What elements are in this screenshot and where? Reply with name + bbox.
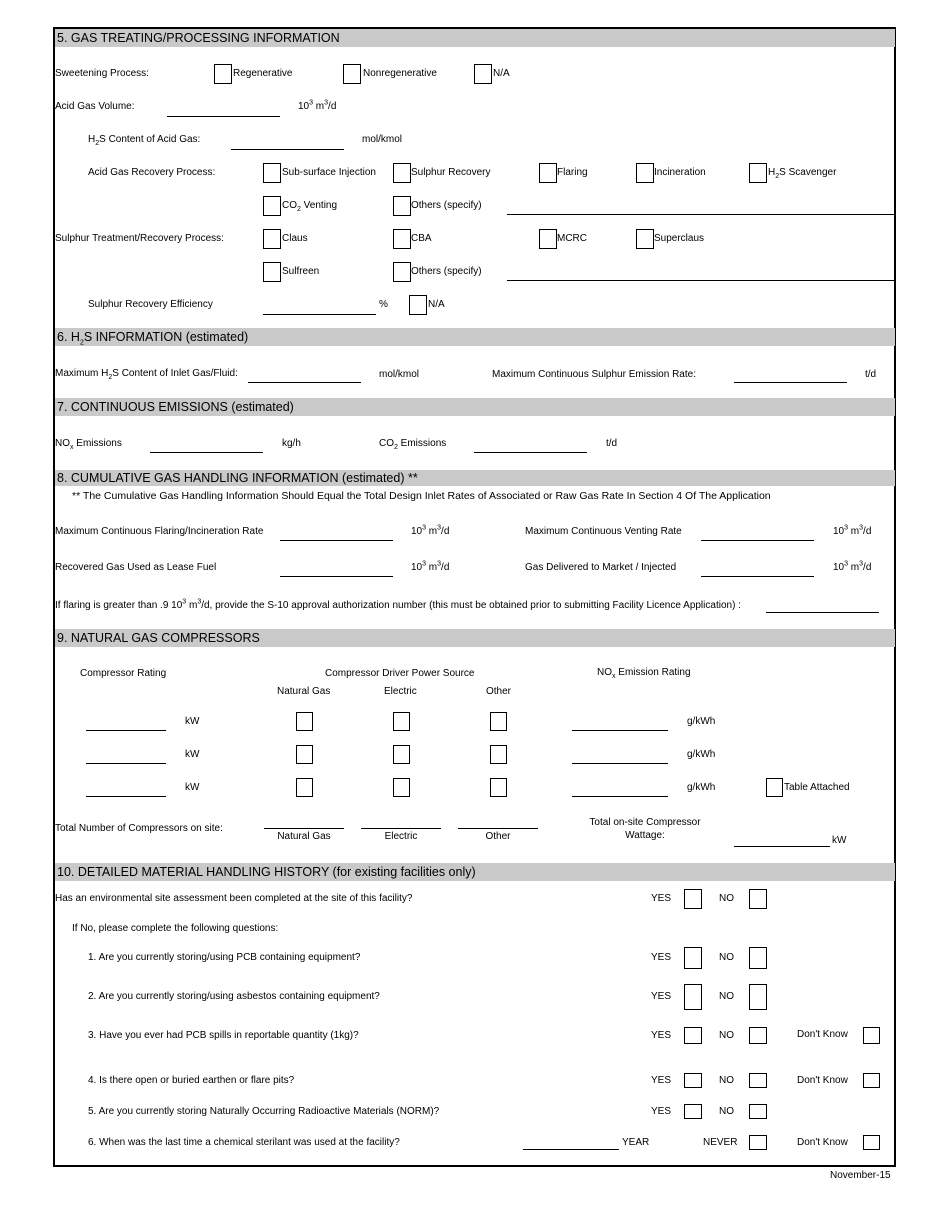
compressor-rating-header: Compressor Rating <box>80 668 167 679</box>
section-10-header: 10. DETAILED MATERIAL HANDLING HISTORY (for existing facilities only) <box>55 863 895 881</box>
co2-emissions-label: $CO_2$ Emissions <box>379 438 447 451</box>
pcb-equipment-no-checkbox[interactable] <box>749 947 767 969</box>
mcrc-checkbox[interactable] <box>539 229 557 249</box>
table-attached-label: Table Attached <box>784 782 850 793</box>
section-7-header: 7. CONTINUOUS EMISSIONS (estimated) <box>55 398 895 416</box>
yes-label: YES <box>651 952 672 963</box>
delivered-field[interactable] <box>701 576 814 577</box>
compressor-rating-field[interactable] <box>86 796 166 797</box>
section-9-header: 9. NATURAL GAS COMPRESSORS <box>55 629 895 647</box>
regenerative-checkbox[interactable] <box>214 64 232 84</box>
no-label: NO <box>719 991 734 1002</box>
lease-fuel-field[interactable] <box>280 576 393 577</box>
total-compressors-label: Total Number of Compressors on site: <box>55 823 223 834</box>
others-treatment-checkbox[interactable] <box>393 262 411 282</box>
efficiency-na-checkbox[interactable] <box>409 295 427 315</box>
other-checkbox[interactable] <box>490 745 507 764</box>
others-recovery-label: Others (specify) <box>411 200 482 211</box>
acid-gas-volume-field[interactable] <box>167 116 280 117</box>
percent-label: % <box>379 299 388 310</box>
kw-unit: kW <box>185 782 200 793</box>
claus-checkbox[interactable] <box>263 229 281 249</box>
sulphur-emission-unit: t/d <box>865 369 877 380</box>
pcb-spills-dont-know-checkbox[interactable] <box>863 1027 880 1044</box>
total-natural-gas-field[interactable] <box>264 828 344 829</box>
flare-pits-yes-checkbox[interactable] <box>684 1073 702 1088</box>
sulphur-recovery-label: Sulphur Recovery <box>411 167 491 178</box>
incineration-checkbox[interactable] <box>636 163 654 183</box>
subsurface-checkbox[interactable] <box>263 163 281 183</box>
kw-unit: kW <box>185 749 200 760</box>
others-recovery-checkbox[interactable] <box>393 196 411 216</box>
co2-emissions-field[interactable] <box>474 452 587 453</box>
sulfreen-checkbox[interactable] <box>263 262 281 282</box>
superclaus-label: Superclaus <box>654 233 705 244</box>
question-norm: 5. Are you currently storing Naturally Occurring Radioactive Materials (NORM)? <box>88 1106 440 1117</box>
total-wattage-label-1: Total on-site Compressor <box>589 817 701 828</box>
flaring-checkbox[interactable] <box>539 163 557 183</box>
total-other-field[interactable] <box>458 828 538 829</box>
footer-date: November-15 <box>830 1170 891 1181</box>
cba-checkbox[interactable] <box>393 229 411 249</box>
section-8-note: ** The Cumulative Gas Handling Information Should Equal the Total Design Inlet Rates of Associated or Raw Gas Rate In Section 4 Of The Application <box>72 490 771 502</box>
cba-label: CBA <box>411 233 432 244</box>
acid-gas-volume-unit: $10^3$ $m^3/d$ <box>298 99 337 112</box>
electric-header: Electric <box>384 686 417 697</box>
nox-rating-field[interactable] <box>572 796 668 797</box>
asbestos-yes-checkbox[interactable] <box>684 984 702 1010</box>
sulphur-recovery-checkbox[interactable] <box>393 163 411 183</box>
yes-label: YES <box>651 991 672 1002</box>
sulfreen-label: Sulfreen <box>282 266 320 277</box>
efficiency-label: Sulphur Recovery Efficiency <box>88 299 213 310</box>
yes-label: YES <box>651 1075 672 1086</box>
section-5-header: 5. GAS TREATING/PROCESSING INFORMATION <box>55 29 895 47</box>
h2s-scavenger-checkbox[interactable] <box>749 163 767 183</box>
sterilant-dont-know-checkbox[interactable] <box>863 1135 880 1150</box>
approval-label: If flaring is greater than .9 $10^3$ $m^3/d$, provide the S-10 approval authorization number (this must be obtained prior to submitting Facility Licence Application) : <box>55 598 741 611</box>
compressor-rating-field[interactable] <box>86 763 166 764</box>
natural-gas-checkbox[interactable] <box>296 745 313 764</box>
electric-checkbox[interactable] <box>393 745 410 764</box>
sulphur-treatment-label: Sulphur Treatment/Recovery Process: <box>55 233 224 244</box>
section-8-header: 8. CUMULATIVE GAS HANDLING INFORMATION (estimated) ** <box>55 470 895 486</box>
question-flare-pits: 4. Is there open or buried earthen or flare pits? <box>88 1075 295 1086</box>
recovery-process-label: Acid Gas Recovery Process: <box>88 167 216 178</box>
lease-fuel-unit: $10^3$ $m^3/d$ <box>411 560 450 573</box>
nox-rating-header: $NO_x$ Emission Rating <box>597 667 691 680</box>
no-label: NO <box>719 1106 734 1117</box>
question-pcb-spills: 3. Have you ever had PCB spills in reportable quantity (1kg)? <box>88 1030 359 1041</box>
flaring-rate-label: Maximum Continuous Flaring/Incineration Rate <box>55 526 264 537</box>
co2-venting-label: $CO_2$ Venting <box>282 200 338 213</box>
nox-rating-field[interactable] <box>572 763 668 764</box>
year-label: YEAR <box>622 1137 650 1148</box>
asbestos-no-checkbox[interactable] <box>749 984 767 1010</box>
nonregenerative-label: Nonregenerative <box>363 68 437 79</box>
flaring-rate-unit: $10^3$ $m^3/d$ <box>411 524 450 537</box>
total-other-label: Other <box>485 831 511 842</box>
table-attached-checkbox[interactable] <box>766 778 783 797</box>
others-treatment-label: Others (specify) <box>411 266 482 277</box>
subsurface-label: Sub-surface Injection <box>282 167 376 178</box>
nox-emissions-label: $NO_x$ Emissions <box>55 438 122 451</box>
driver-source-header: Compressor Driver Power Source <box>325 668 475 679</box>
lease-fuel-label: Recovered Gas Used as Lease Fuel <box>55 562 217 573</box>
gkwh-unit: g/kWh <box>687 749 716 760</box>
sterilant-never-checkbox[interactable] <box>749 1135 767 1150</box>
dont-know-label: Don't Know <box>797 1029 848 1040</box>
max-h2s-label: Maximum $H_2S$ Content of Inlet Gas/Fluid: <box>55 368 238 381</box>
claus-label: Claus <box>282 233 308 244</box>
co2-emissions-unit: t/d <box>606 438 618 449</box>
nox-emissions-field[interactable] <box>150 452 263 453</box>
sweetening-label: Sweetening Process: <box>55 68 149 79</box>
dont-know-label: Don't Know <box>797 1075 848 1086</box>
nonregenerative-checkbox[interactable] <box>343 64 361 84</box>
venting-rate-field[interactable] <box>701 540 814 541</box>
natural-gas-checkbox[interactable] <box>296 712 313 731</box>
dont-know-label: Don't Know <box>797 1137 848 1148</box>
venting-rate-unit: $10^3$ $m^3/d$ <box>833 524 872 537</box>
norm-yes-checkbox[interactable] <box>684 1104 702 1119</box>
regenerative-label: Regenerative <box>233 68 293 79</box>
other-checkbox[interactable] <box>490 778 507 797</box>
norm-no-checkbox[interactable] <box>749 1104 767 1119</box>
sweetening-na-checkbox[interactable] <box>474 64 492 84</box>
flaring-label: Flaring <box>557 167 588 178</box>
kw-unit: kW <box>185 716 200 727</box>
nox-rating-field[interactable] <box>572 730 668 731</box>
delivered-unit: $10^3$ $m^3/d$ <box>833 560 872 573</box>
question-pcb-equipment: 1. Are you currently storing/using PCB containing equipment? <box>88 952 361 963</box>
pcb-spills-yes-checkbox[interactable] <box>684 1027 702 1044</box>
mcrc-label: MCRC <box>557 233 587 244</box>
no-label: NO <box>719 893 734 904</box>
natural-gas-checkbox[interactable] <box>296 778 313 797</box>
yes-label: YES <box>651 1106 672 1117</box>
venting-rate-label: Maximum Continuous Venting Rate <box>525 526 682 537</box>
other-checkbox[interactable] <box>490 712 507 731</box>
gkwh-unit: g/kWh <box>687 716 716 727</box>
sweetening-na-label: N/A <box>493 68 510 79</box>
flaring-rate-field[interactable] <box>280 540 393 541</box>
total-wattage-label-2: Wattage: <box>625 830 665 841</box>
sulphur-emission-field[interactable] <box>734 382 847 383</box>
no-label: NO <box>719 1030 734 1041</box>
flare-pits-no-checkbox[interactable] <box>749 1073 767 1088</box>
sterilant-year-field[interactable] <box>523 1149 619 1150</box>
delivered-label: Gas Delivered to Market / Injected <box>525 562 677 573</box>
others-treatment-field[interactable] <box>507 280 894 281</box>
superclaus-checkbox[interactable] <box>636 229 654 249</box>
approval-number-field[interactable] <box>766 612 879 613</box>
section-6-header: 6. $H_2S$ INFORMATION (estimated) <box>55 328 895 346</box>
total-wattage-unit: kW <box>832 835 847 846</box>
pcb-equipment-yes-checkbox[interactable] <box>684 947 702 969</box>
question-asbestos: 2. Are you currently storing/using asbestos containing equipment? <box>88 991 380 1002</box>
question-sterilant: 6. When was the last time a chemical sterilant was used at the facility? <box>88 1137 400 1148</box>
total-wattage-field[interactable] <box>734 846 830 847</box>
sulphur-emission-label: Maximum Continuous Sulphur Emission Rate: <box>492 369 696 380</box>
h2s-content-field[interactable] <box>231 149 344 150</box>
max-h2s-field[interactable] <box>248 382 361 383</box>
max-h2s-unit: mol/kmol <box>379 369 420 380</box>
question-site-assessment: Has an environmental site assessment been completed at the site of this facility? <box>55 893 413 904</box>
h2s-scavenger-label: $H_2S$ Scavenger <box>768 167 837 180</box>
total-natural-gas-label: Natural Gas <box>277 831 331 842</box>
other-header: Other <box>486 686 512 697</box>
no-label: NO <box>719 952 734 963</box>
efficiency-field[interactable] <box>263 314 376 315</box>
incineration-label: Incineration <box>654 167 706 178</box>
natural-gas-header: Natural Gas <box>277 686 331 697</box>
h2s-content-unit: mol/kmol <box>362 134 403 145</box>
site-assessment-no-checkbox[interactable] <box>749 889 767 909</box>
electric-checkbox[interactable] <box>393 712 410 731</box>
co2-venting-checkbox[interactable] <box>263 196 281 216</box>
yes-label: YES <box>651 1030 672 1041</box>
if-no-instructions: If No, please complete the following questions: <box>72 923 279 934</box>
flare-pits-dont-know-checkbox[interactable] <box>863 1073 880 1088</box>
never-label: NEVER <box>703 1137 738 1148</box>
total-electric-label: Electric <box>384 831 418 842</box>
total-electric-field[interactable] <box>361 828 441 829</box>
electric-checkbox[interactable] <box>393 778 410 797</box>
compressor-rating-field[interactable] <box>86 730 166 731</box>
acid-gas-volume-label: Acid Gas Volume: <box>55 101 135 112</box>
nox-emissions-unit: kg/h <box>282 438 301 449</box>
h2s-content-label: $H_2S$ Content of Acid Gas: <box>88 134 201 147</box>
yes-label: YES <box>651 893 672 904</box>
pcb-spills-no-checkbox[interactable] <box>749 1027 767 1044</box>
others-recovery-field[interactable] <box>507 214 894 215</box>
gkwh-unit: g/kWh <box>687 782 716 793</box>
efficiency-na-label: N/A <box>428 299 445 310</box>
no-label: NO <box>719 1075 734 1086</box>
site-assessment-yes-checkbox[interactable] <box>684 889 702 909</box>
